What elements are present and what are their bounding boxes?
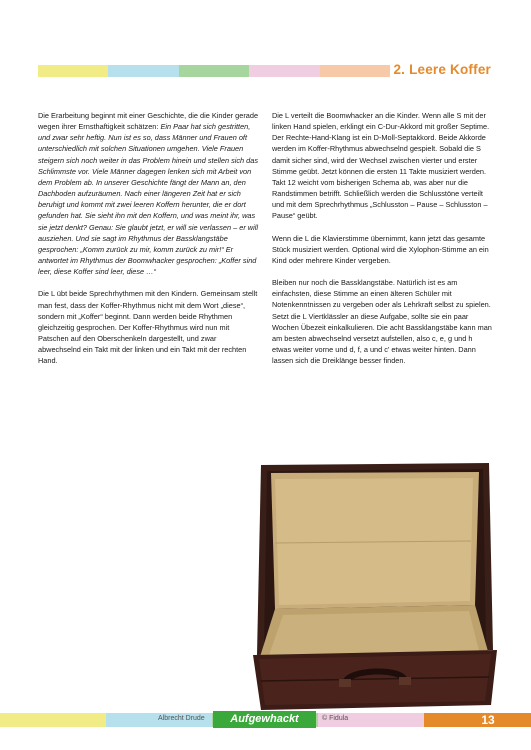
page-number: 13 — [481, 713, 495, 727]
open-suitcase-image — [253, 455, 497, 715]
chapter-title: 2. Leere Koffer — [393, 62, 491, 77]
header-color-strip — [38, 65, 390, 77]
rhythm-paragraph: Die L übt beide Sprechrhythmen mit den Kindern. Gemeinsam stellt man fest, dass der Koffer-Rhythmus nicht mit dem Wort „diese“, sondern mit „Koffer“ beginnt. Dann werden beide Rhythmen gleichzeitig gesprochen. Der Koffer-Rhythmus wird nun mit Patschen auf den Oberschenkeln dargestellt, und zwar abwechselnd ein Takt mit der linken und ein Takt mit der rechten Hand. — [38, 289, 258, 366]
story-text: Ein Paar hat sich gestritten, und zwar sehr heftig. Nun ist es so, dass Männer und Frauen oft unterschiedlich mit solchen Situationen umgehen. Viele Frauen steigern sich noch weiter in das Problem hinein und stellen sich das Schlimmste vor. Viele Männer dagegen lenken sich mit Arbeit von dem Problem ab. In unserer Geschichte fängt der Mann an, den Dachboden aufzuräumen. Nach einer längeren Zeit hat er sich beruhigt und kommt mit zwei leeren Koffern herunter, die er dort gefunden hat. Sie sieht ihn mit den Koffern, und was meint ihr, was sie jetzt denkt? Genau: Sie glaubt jetzt, er will sie verlassen – er will ausziehen. Und sie sagt im Rhythmus der Bassklangstäbe gesprochen: „Komm zurück zu mir, komm zurück zu mir!“ Er antwortet im Rhythmus der Boomwhacker gesprochen: „Koffer sind leer, diese Koffer sind leer, diese …“ — [38, 122, 259, 277]
strip-green — [179, 65, 249, 77]
intro-paragraph — [38, 110, 259, 277]
footer-copyright: © Fidula — [322, 715, 349, 722]
strip-yellow — [38, 65, 108, 77]
strip-blue — [108, 65, 178, 77]
boomwhacker-paragraph: Die L verteilt die Boomwhacker an die Kinder. Wenn alle S mit der linken Hand spielen, erklingt ein C-Dur-Akkord mit großer Septime. Der Rechte-Hand-Klang ist ein D-Moll-Septakkord. Beide Akkorde werden im Koffer-Rhythmus abwechselnd gespielt. Sobald die S damit sicher sind, wird der Wechsel zwischen vierter und erster Stimme geübt. Jetzt können die ersten 11 Takte musiziert werden. Takt 12 weicht vom bisherigen Schema ab, was aber nur die Randstimmen betrifft. Schließlich werden die Schlusstöne verteilt und mit dem Sprechrhythmus „Schlusston – Pause – Schlusston – Pause“ geübt. — [272, 111, 490, 221]
footer-seg-yellow — [0, 713, 106, 727]
strip-peach — [320, 65, 390, 77]
left-column — [38, 110, 259, 377]
right-column — [272, 110, 493, 377]
footer-bar — [0, 713, 531, 727]
footer-brand-logo: Aufgewhackt — [213, 711, 316, 728]
intro-text: Die Erarbeitung beginnt mit einer Geschichte, die die Kinder gerade wegen ihrer Ernsthaftigkeit schätzen: — [38, 111, 259, 132]
bass-paragraph: Bleiben nur noch die Bassklangstäbe. Natürlich ist es am einfachsten, diese Stimme an einen älteren Schüler mit Notenkenntnissen zu vergeben oder als Lehrkraft selbst zu spielen. Setzt die L Viertklässler an diese Aufgabe, sollte sie ein paar Wochen Übezeit einkalkulieren. Die acht Bassklangstäbe kann man am besten abwechselnd versetzt aufstellen, also c, e, g und h etwas weiter vorne und d, f, a und c’ etwas weiter hinten. Dann lassen sich die Dreiklänge besser finden. — [272, 278, 492, 366]
footer-author: Albrecht Drude — [158, 715, 205, 722]
strip-pink — [249, 65, 319, 77]
piano-paragraph: Wenn die L die Klavierstimme übernimmt, kann jetzt das gesamte Stück musiziert werden. Optional wird die Xylophon-Stimme an ein Kind oder mehrere Kinder vergeben. — [272, 233, 489, 265]
